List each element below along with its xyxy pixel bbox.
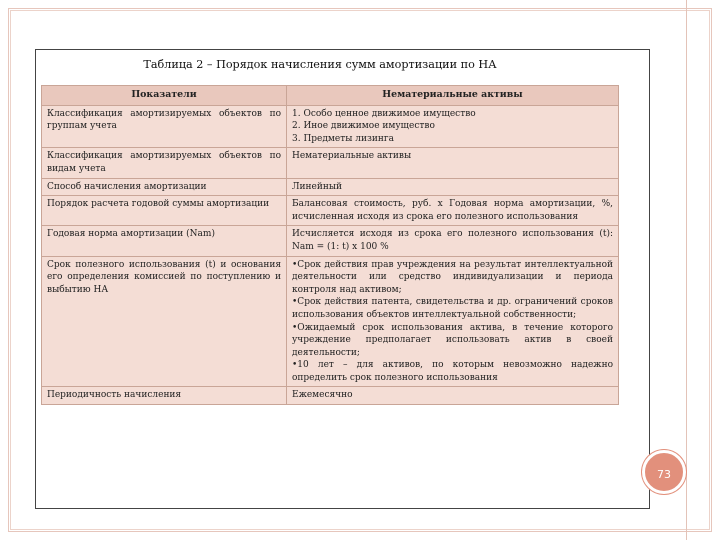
list-item: 2. Иное движимое имущество — [292, 121, 435, 132]
list-item: 1. Особо ценное движимое имущество — [292, 108, 476, 119]
table-row — [42, 226, 619, 256]
row-value: Нематериальные активы — [287, 148, 619, 178]
row-label: Классификация амортизируемых объектов по группам учета — [42, 105, 287, 148]
row-label: Классификация амортизируемых объектов по видам учета — [42, 148, 287, 178]
list-item: 3. Предметы лизинга — [292, 133, 394, 144]
row-value: Балансовая стоимость, руб. х Годовая норма амортизации, %, исчисленная исходя из срока его полезного использования — [287, 196, 619, 226]
bullet-paragraph: •Срок действия прав учреждения на результат интеллектуальной деятельности или средство индивидуализации и периода контроля над активом; — [292, 259, 613, 295]
row-value — [287, 256, 619, 387]
table-header-row — [42, 86, 619, 106]
page-number-badge: 73 — [642, 450, 686, 494]
table-title: Таблица 2 – Порядок начисления сумм амортизации по НА — [143, 58, 497, 71]
row-value: Исчисляется исходя из срока его полезного использования (t): Nam = (1: t) х 100 % — [287, 226, 619, 256]
row-label: Годовая норма амортизации (Nam) — [42, 226, 287, 256]
row-label: Порядок расчета годовой суммы амортизации — [42, 196, 287, 226]
bullet-paragraph: •Срок действия патента, свидетельства и др. ограничений сроков использования объектов интеллектуальной собственности; — [292, 297, 613, 320]
bullet-paragraph: •10 лет – для активов, по которым невозможно надежно определить срок полезного использования — [292, 360, 613, 383]
table-row — [42, 196, 619, 226]
amortization-table — [41, 85, 619, 405]
bullet-paragraph: •Ожидаемый срок использования актива, в течение которого учреждение предполагает использовать актив в своей деятельности; — [292, 322, 613, 358]
row-value — [287, 105, 619, 148]
row-value: Ежемесячно — [287, 387, 619, 405]
row-label: Способ начисления амортизации — [42, 178, 287, 196]
header-indicators: Показатели — [42, 86, 287, 106]
table-row — [42, 148, 619, 178]
row-label: Периодичность начисления — [42, 387, 287, 405]
decorative-side-line — [686, 0, 687, 540]
table-row — [42, 387, 619, 405]
table-row — [42, 178, 619, 196]
header-intangible-assets: Нематериальные активы — [287, 86, 619, 106]
row-value: Линейный — [287, 178, 619, 196]
row-label: Срок полезного использования (t) и основания его определения комиссией по поступлению и выбытию НА — [42, 256, 287, 387]
table-row — [42, 105, 619, 148]
table-row — [42, 256, 619, 387]
